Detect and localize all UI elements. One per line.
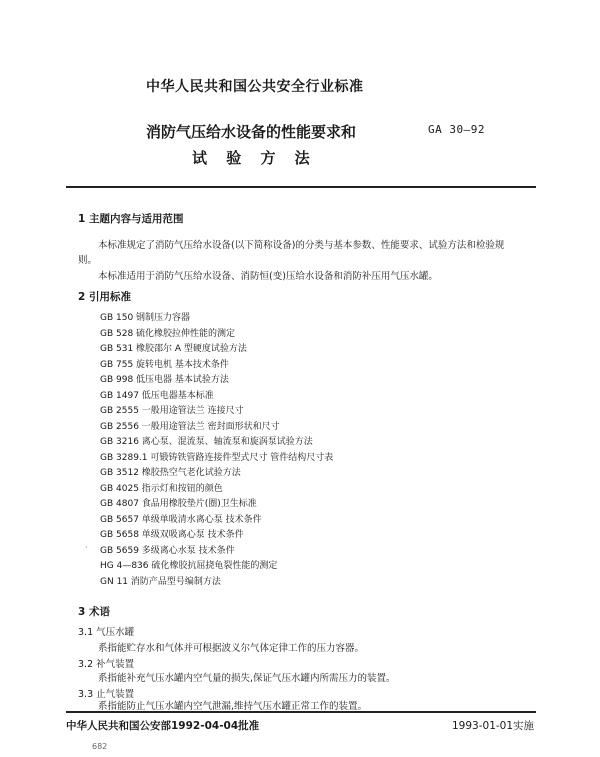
scan-mark: · (85, 542, 88, 552)
reference-standard: GB 2555 一般用途管法兰 连接尺寸 (100, 406, 244, 416)
approval-date: 中华人民共和国公安部1992-04-04批准 (66, 720, 260, 732)
reference-standard: GB 5657 单级单吸清水离心泵 技术条件 (100, 514, 262, 525)
section-2-heading: 2 引用标准 (78, 291, 131, 303)
section-1-heading: 1 主题内容与适用范围 (78, 213, 184, 225)
reference-standard: GB 3216 离心泵、混流泵、轴流泵和旋涡泵试验方法 (100, 437, 313, 447)
reference-standard: GB 528 硫化橡胶拉伸性能的测定 (100, 328, 236, 339)
term-3-3-heading: 3.3 止气装置 (78, 686, 134, 700)
reference-standard: GB 3289.1 可锻铸铁管路连接件型式尺寸 管件结构尺寸表 (100, 452, 334, 463)
page-number: 682 (92, 742, 108, 751)
term-3-2-definition: 系指能补充气压水罐内空气量的损失,保证气压水罐内所需压力的装置。 (98, 673, 396, 684)
reference-standard: GB 998 低压电器 基本试验方法 (100, 375, 229, 385)
reference-standard: GB 1497 低压电器基本标准 (100, 390, 214, 401)
document-title-line2: 试 验 方 法 (192, 149, 310, 167)
section-1-paragraph-1-cont: 则。 (78, 255, 98, 266)
reference-standard: GB 5659 多级离心水泵 技术条件 (100, 545, 235, 556)
reference-standard: HG 4—836 硫化橡胶抗屈挠龟裂性能的测定 (100, 561, 278, 571)
reference-standard: GB 2556 一般用途管法兰 密封面形状和尺寸 (100, 421, 280, 432)
reference-standard: GB 150 钢制压力容器 (100, 313, 191, 323)
reference-standard: GB 531 橡胶邵尔 A 型硬度试验方法 (100, 344, 247, 354)
term-3-2-heading: 3.2 补气装置 (78, 659, 135, 670)
document-title-line1: 消防气压给水设备的性能要求和 (146, 123, 357, 141)
top-rule (66, 186, 536, 188)
reference-standard: GB 5658 单级双吸离心泵 技术条件 (100, 530, 244, 540)
term-3-3-definition: 系指能防止气压水罐内空气泄漏,维持气压水罐正常工作的装置。 (98, 701, 368, 712)
section-1-paragraph-1: 本标准规定了消防气压给水设备(以下简称设备)的分类与基本参数、性能要求、试验方法和检验规 (98, 240, 505, 251)
term-3-1-heading: 3.1 气压水罐 (78, 627, 135, 638)
reference-standard: GB 4807 食品用橡胶垫片(圈)卫生标准 (100, 499, 257, 509)
standard-code: GA 30—92 (428, 123, 485, 136)
effective-date: 1993-01-01实施 (452, 720, 535, 732)
reference-standard: GB 755 旋转电机 基本技术条件 (100, 359, 229, 370)
reference-standard: GB 3512 橡胶热空气老化试验方法 (100, 468, 241, 478)
standard-category-title: 中华人民共和国公共安全行业标准 (146, 79, 364, 95)
section-3-heading: 3 术语 (78, 606, 110, 618)
section-1-paragraph-2: 本标准适用于消防气压给水设备、消防恒(变)压给水设备和消防补压用气压水罐。 (98, 271, 438, 282)
reference-standard: GN 11 消防产品型号编制方法 (100, 576, 221, 587)
term-3-1-definition: 系指能贮存水和气体并可根据波义尔气体定律工作的压力容器。 (98, 643, 365, 654)
reference-standard: GB 4025 指示灯和按钮的颜色 (100, 483, 223, 494)
